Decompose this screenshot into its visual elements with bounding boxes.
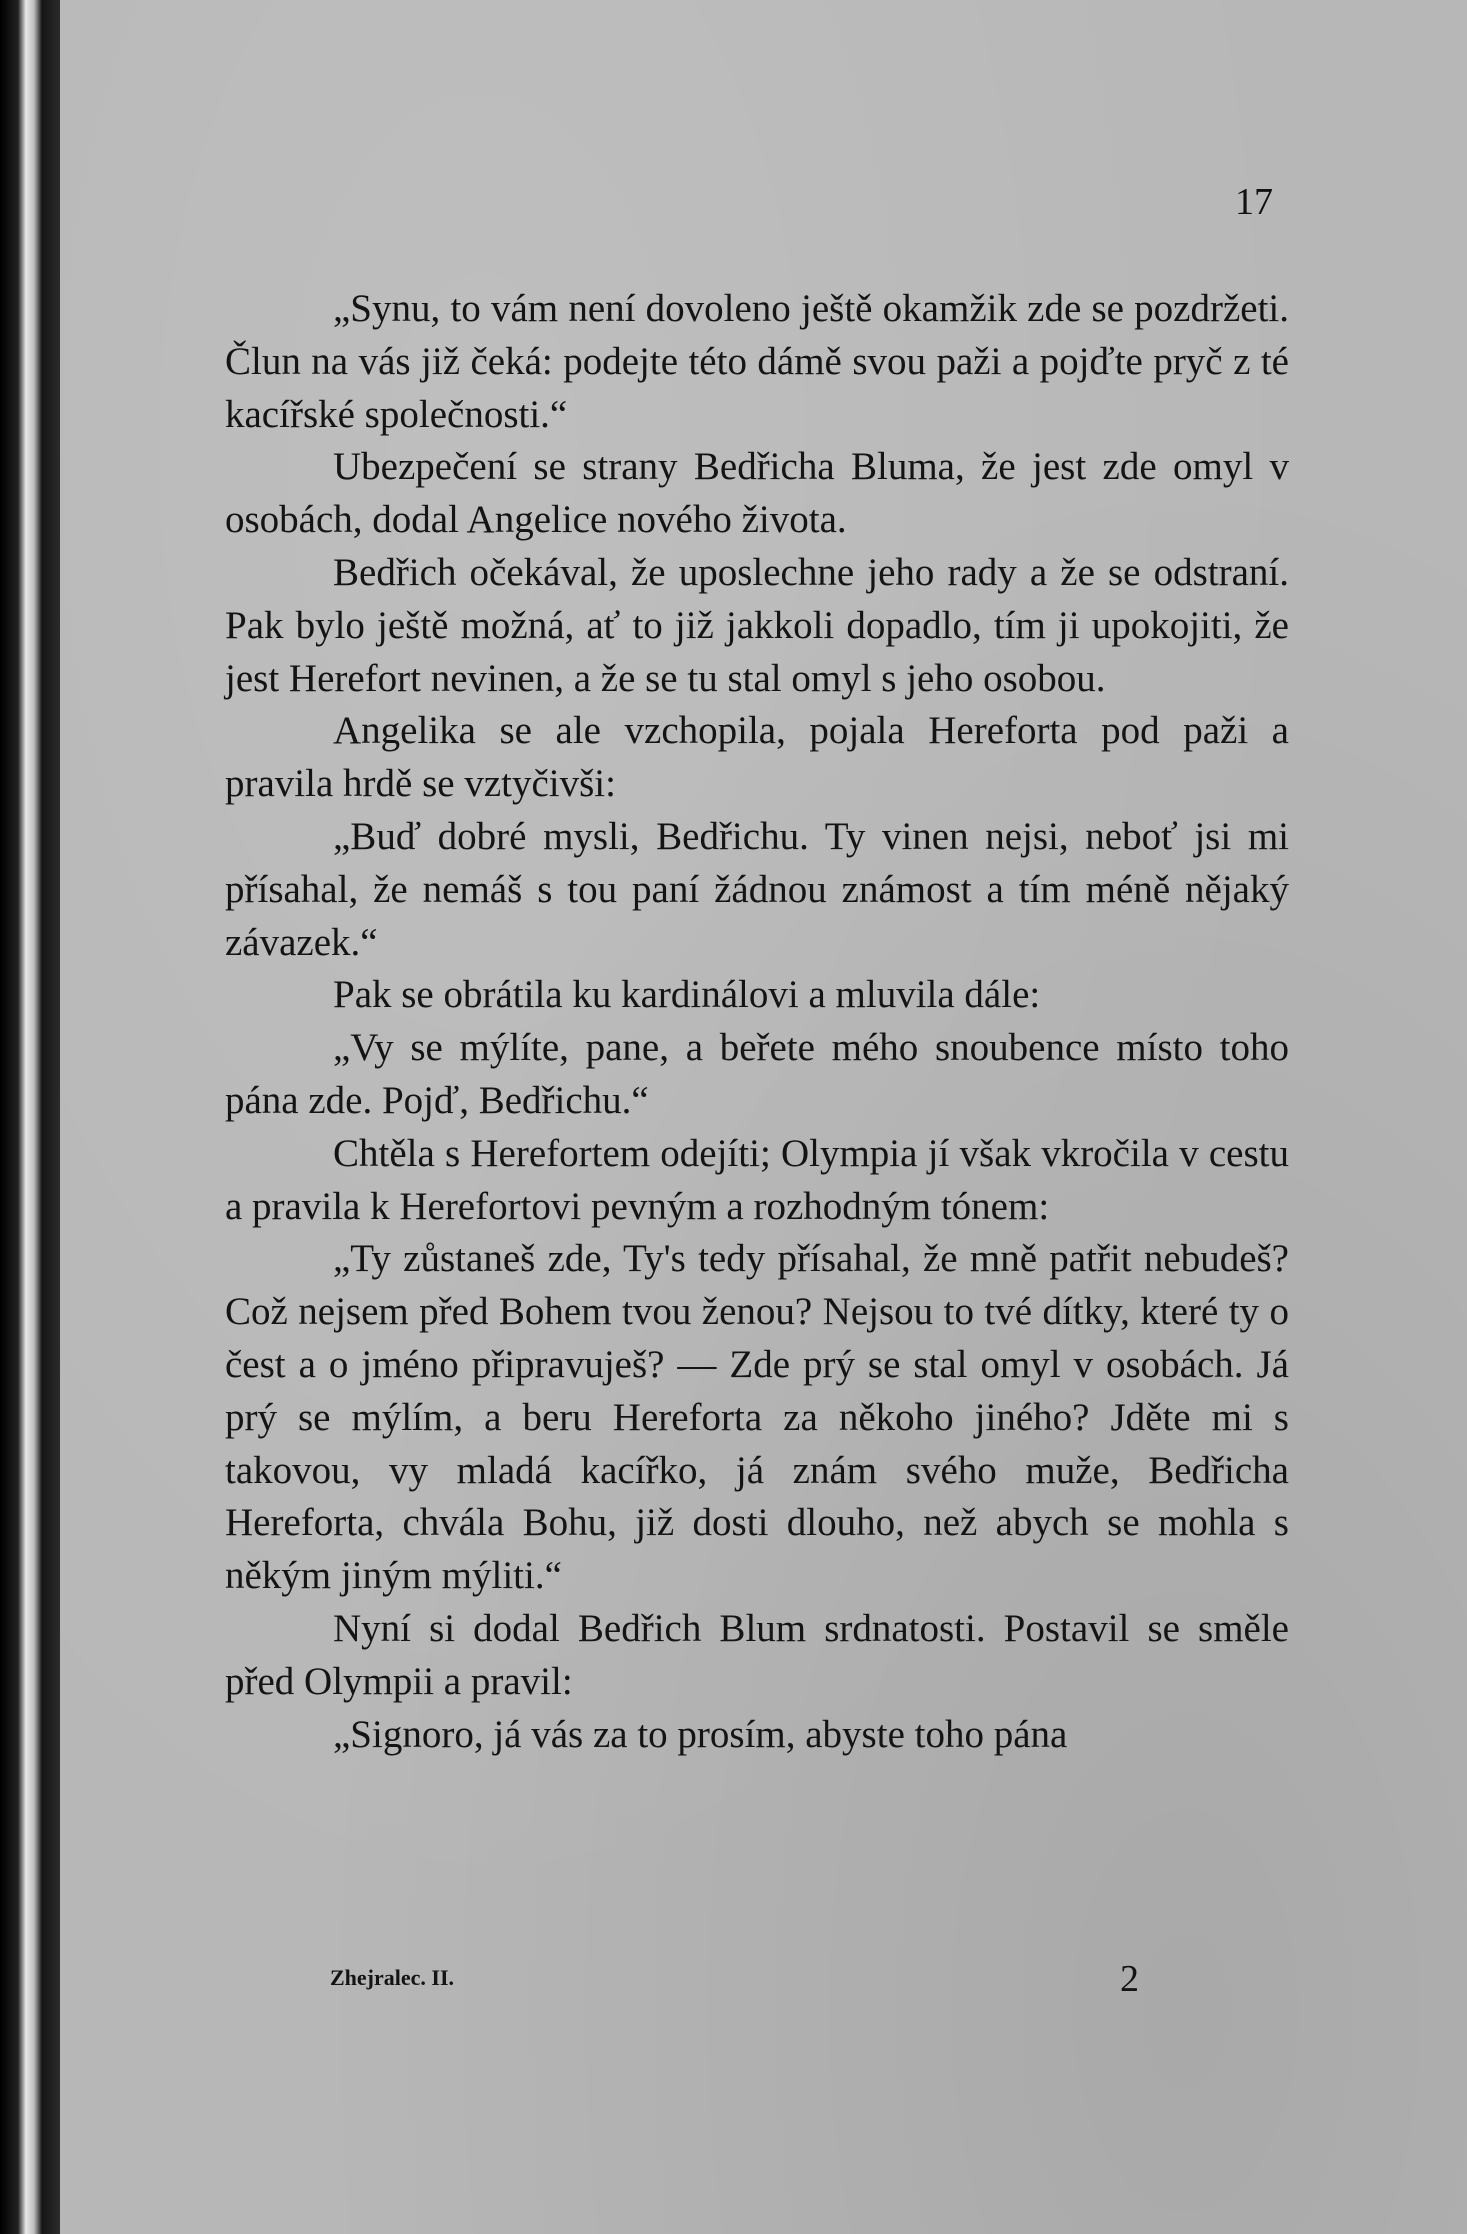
page-body-text bbox=[225, 283, 1289, 1761]
paragraph-11: „Signoro, já vás za to prosím, abyste toho pána bbox=[333, 1712, 1068, 1756]
book-page bbox=[60, 0, 1467, 2234]
paragraph-4: Angelika se ale vzchopila, pojala Hereforta pod paži a pravila hrdě se vztyčivši: bbox=[225, 709, 1289, 806]
printer-signature-number: 2 bbox=[1120, 1958, 1139, 2000]
paragraph-7: „Vy se mýlíte, pane, a beřete mého snoubence místo toho pána zde. Pojď, Bedřichu.“ bbox=[225, 1026, 1289, 1122]
scan-binding-edge bbox=[0, 0, 60, 2234]
paragraph-2: Ubezpečení se strany Bedřicha Bluma, že jest zde omyl v osobách, dodal Angelice nového života. bbox=[225, 445, 1289, 542]
printer-signature-mark: Zhejralec. II. bbox=[330, 1965, 455, 1990]
paragraph-6: Pak se obrátila ku kardinálovi a mluvila dále: bbox=[333, 973, 1041, 1017]
paragraph-9: „Ty zůstaneš zde, Ty's tedy přísahal, že mně patřit nebudeš? Což nejsem před Bohem tvou ženou? Nejsou to tvé dítky, které ty o čest a o jméno připravuješ? — Zde prý se stal omyl v osobách. Já prý se mýlím, a beru Hereforta za někoho jiného? Jděte mi s takovou, vy mladá kacířko, já znám svého muže, Bedřicha Hereforta, chvála Bohu, již dosti dlouho, než abych se mohla s někým jiným mýliti.“ bbox=[225, 1237, 1289, 1598]
paragraph-10: Nyní si dodal Bedřich Blum srdnatosti. Postavil se směle před Olympii a pravil: bbox=[225, 1606, 1289, 1703]
paragraph-3: Bedřich očekával, že uposlechne jeho rady a že se odstraní. Pak bylo ještě možná, ať to již jakkoli dopadlo, tím ji upokojiti, že jest Herefort nevinen, a že se tu stal omyl s jeho osobou. bbox=[225, 550, 1289, 700]
paragraph-1: „Synu, to vám není dovoleno ještě okamžik zde se pozdržeti. Člun na vás již čeká: podejte této dámě svou paži a pojďte pryč z té kacířské společnosti.“ bbox=[225, 287, 1289, 436]
paragraph-8: Chtěla s Herefortem odejíti; Olympia jí však vkročila v cestu a pravila k Herefortovi pevným a rozhodným tónem: bbox=[225, 1131, 1289, 1228]
paragraph-5: „Buď dobré mysli, Bedřichu. Ty vinen nejsi, neboť jsi mi přísahal, že nemáš s tou paní žádnou známost a tím méně nějaký závazek.“ bbox=[225, 814, 1289, 964]
page-number: 17 bbox=[1235, 181, 1273, 223]
